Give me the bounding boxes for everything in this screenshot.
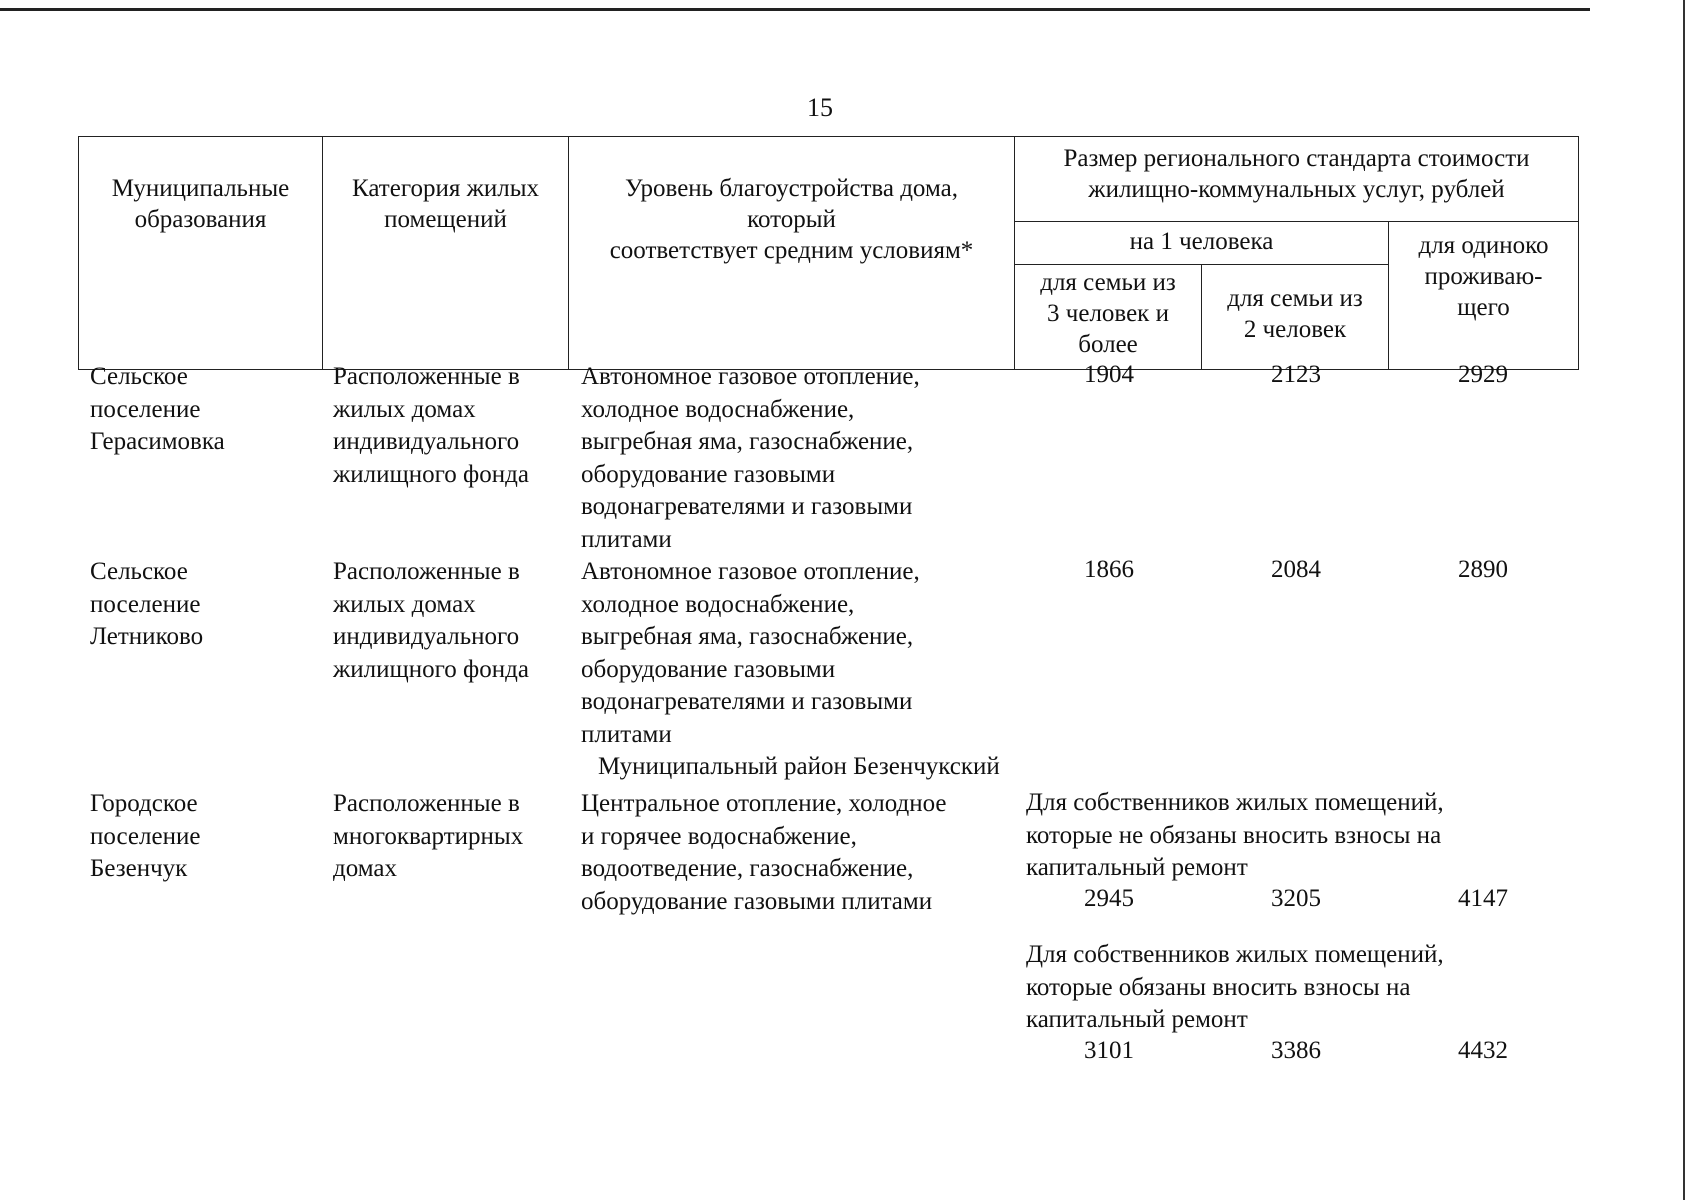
top-rule: [0, 8, 1590, 11]
row3-note-obliged: Для собственников жилых помещений, которые обязаны вносить взносы на капитальный ремонт: [1026, 941, 1444, 1033]
row1-name: Сельское поселение Герасимовка: [90, 363, 225, 455]
header-municipalities: Муниципальные образования: [79, 137, 323, 370]
row3-value2-family2: 3386: [1271, 1037, 1321, 1064]
row1-value-single: 2929: [1458, 361, 1508, 388]
header-table: [78, 136, 1579, 370]
row1-category: Расположенные в жилых домах индивидуального жилищного фонда: [333, 363, 529, 488]
header-family2: для семьи из 2 человек: [1202, 265, 1389, 370]
row2-value-single: 2890: [1458, 556, 1508, 583]
row3-value1-family3: 2945: [1084, 885, 1134, 912]
header-level: Уровень благоустройства дома, который соответствует средним условиям*: [569, 137, 1015, 370]
district-heading: Муниципальный район Безенчукский: [598, 753, 1000, 780]
row2-category: Расположенные в жилых домах индивидуального жилищного фонда: [333, 558, 529, 683]
row3-category: Расположенные в многоквартирных домах: [333, 790, 524, 882]
scan-edge: [1683, 0, 1685, 1200]
row3-value1-single: 4147: [1458, 885, 1508, 912]
row3-note-not-obliged: Для собственников жилых помещений, которые не обязаны вносить взносы на капитальный ремонт: [1026, 789, 1444, 881]
header-per-person: на 1 человека: [1015, 222, 1389, 265]
row2-name: Сельское поселение Летниково: [90, 558, 204, 650]
header-family3: для семьи из 3 человек и более: [1015, 265, 1202, 370]
row3-value2-single: 4432: [1458, 1037, 1508, 1064]
row1-level: Автономное газовое отопление, холодное водоснабжение, выгребная яма, газоснабжение, оборудование газовыми водонагревателями и газовыми плитами: [581, 363, 920, 553]
header-standard: Размер регионального стандарта стоимости жилищно-коммунальных услуг, рублей: [1015, 137, 1579, 222]
page-number: 15: [807, 93, 833, 122]
row1-value-family3: 1904: [1084, 361, 1134, 388]
row3-value1-family2: 3205: [1271, 885, 1321, 912]
header-category: Категория жилых помещений: [323, 137, 569, 370]
row3-value2-family3: 3101: [1084, 1037, 1134, 1064]
header-single: для одиноко проживаю- щего: [1389, 222, 1579, 370]
row3-level: Центральное отопление, холодное и горячее водоснабжение, водоотведение, газоснабжение, оборудование газовыми плитами: [581, 790, 947, 915]
row2-value-family3: 1866: [1084, 556, 1134, 583]
row3-name: Городское поселение Безенчук: [90, 790, 201, 882]
row1-value-family2: 2123: [1271, 361, 1321, 388]
row2-level: Автономное газовое отопление, холодное водоснабжение, выгребная яма, газоснабжение, оборудование газовыми водонагревателями и газовыми плитами: [581, 558, 920, 748]
row2-value-family2: 2084: [1271, 556, 1321, 583]
